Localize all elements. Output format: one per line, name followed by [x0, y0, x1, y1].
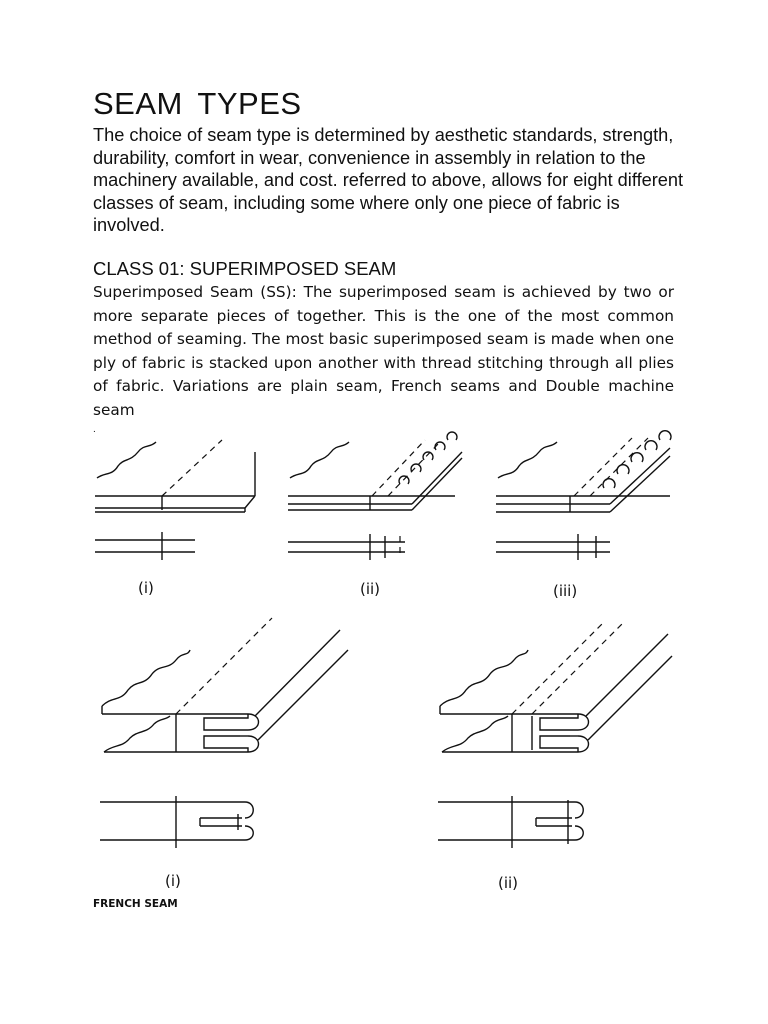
diagram-plain-seam-i [95, 440, 255, 560]
diagram-french-seam-i [100, 618, 348, 848]
diagram-superimposed-seam-ii [288, 432, 462, 560]
page-title: SEAM TYPES [93, 86, 302, 121]
section-body: Superimposed Seam (SS): The superimposed seam is achieved by two or more separate pieces of together. This is the one of the most common method of seaming. The most basic superimposed seam is made when one ply of fabric is stacked upon another with thread stitching through all plies of fabric. Variations are plain seam, French seams and Double machine seam [93, 283, 674, 419]
figure-label-top-i: (i) [138, 579, 154, 597]
figure-label-bottom-i: (i) [165, 872, 181, 890]
intro-paragraph: The choice of seam type is determined by aesthetic standards, strength, durability, comfort in wear, convenience in assembly in relation to the machinery available, and cost. referred to above, allows for eight different classes of seam, including some where only one piece of fabric is involved. [93, 125, 684, 235]
stray-dot: . [93, 424, 96, 435]
figure-label-top-iii: (iii) [553, 582, 578, 600]
section-heading: CLASS 01: SUPERIMPOSED SEAM [93, 258, 397, 279]
figure-label-bottom-ii: (ii) [498, 874, 519, 892]
french-seam-caption: FRENCH SEAM [93, 898, 178, 910]
diagram-superimposed-seam-iii [496, 431, 671, 560]
figure-label-top-ii: (ii) [360, 580, 381, 598]
diagram-french-seam-ii [438, 622, 672, 848]
